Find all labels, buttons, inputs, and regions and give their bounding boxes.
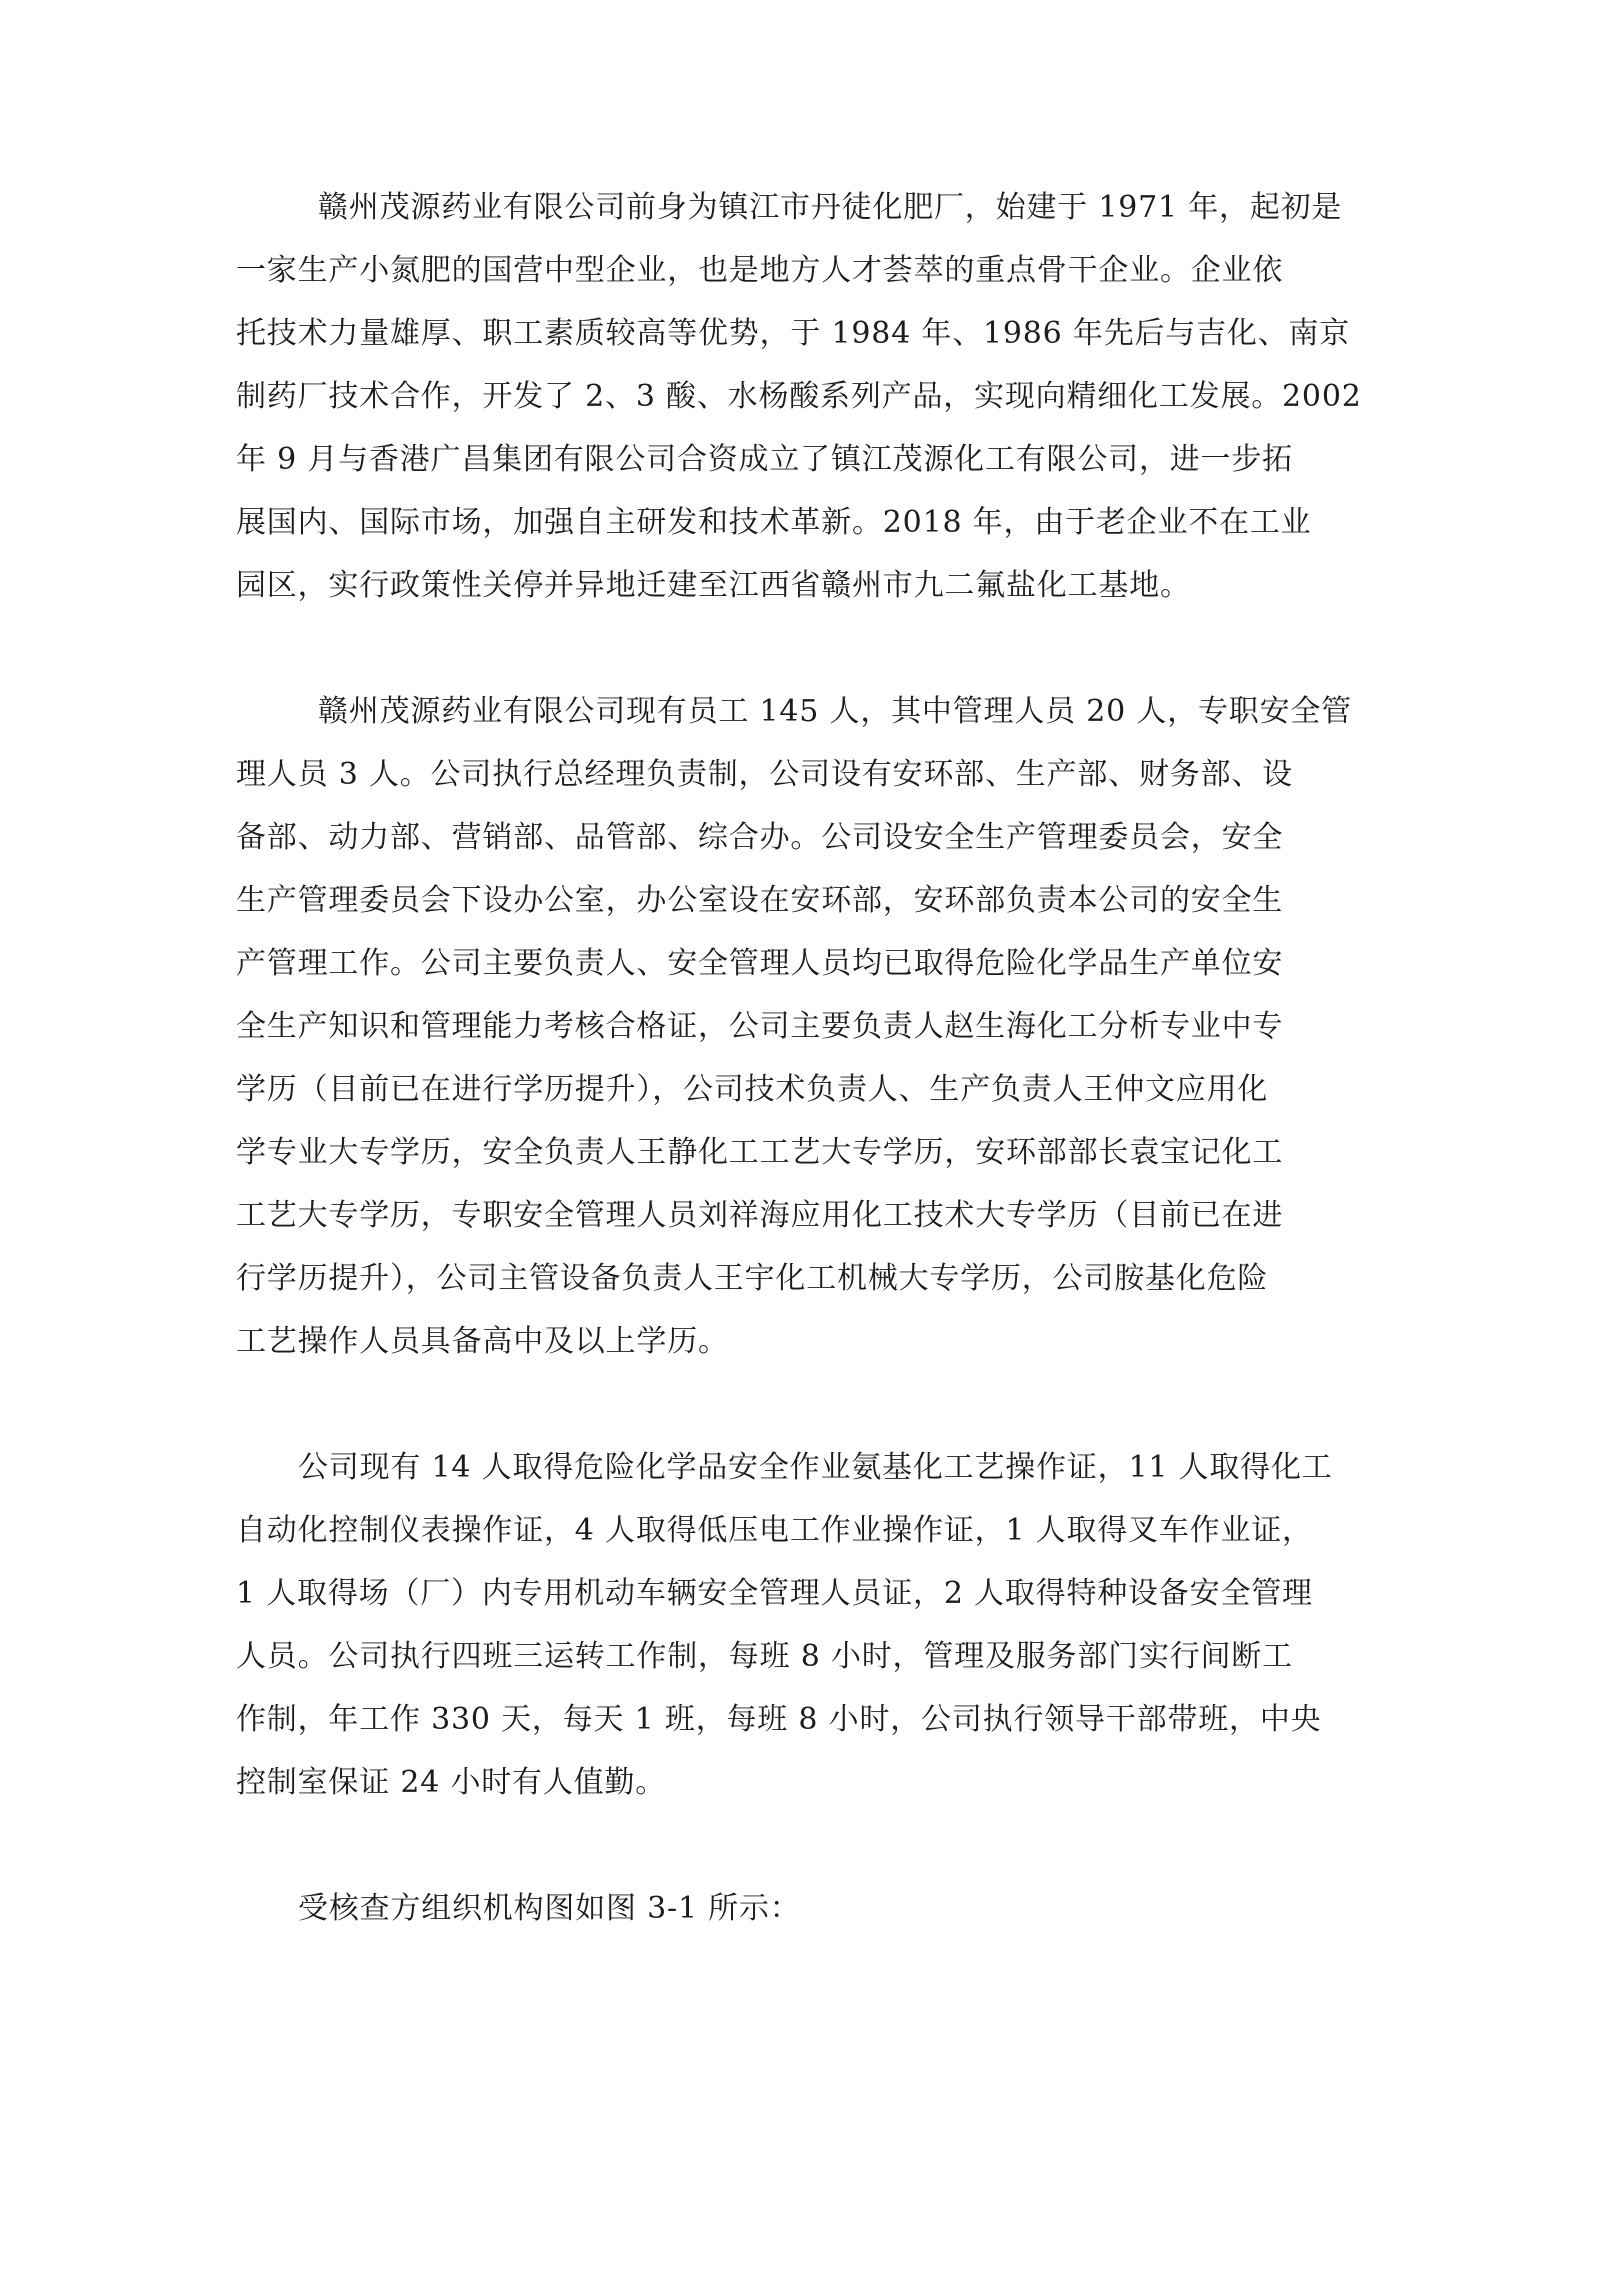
text-line: 制药厂技术合作，开发了 2、3 酸、水杨酸系列产品，实现向精细化工发展。2002 [236,379,1362,414]
text-line: 一家生产小氮肥的国营中型企业，也是地方人才荟萃的重点骨干企业。企业依 [236,253,1284,288]
text-line: 备部、动力部、营销部、品管部、综合办。公司设安全生产管理委员会，安全 [236,820,1284,855]
text-line: 行学历提升），公司主管设备负责人王宇化工机械大专学历，公司胺基化危险 [236,1261,1269,1296]
text-line: 赣州茂源药业有限公司前身为镇江市丹徒化肥厂，始建于 1971 年，起初是 [318,190,1343,225]
text-line: 自动化控制仪表操作证，4 人取得低压电工作业操作证，1 人取得叉车作业证， [236,1513,1313,1548]
text-line: 产管理工作。公司主要负责人、安全管理人员均已取得危险化学品生产单位安 [236,946,1284,981]
text-line: 全生产知识和管理能力考核合格证，公司主要负责人赵生海化工分析专业中专 [236,1009,1284,1044]
text-line: 学专业大专学历，安全负责人王静化工工艺大专学历，安环部部长袁宝记化工 [236,1135,1284,1170]
text-line: 受核查方组织机构图如图 3-1 所示： [298,1891,801,1926]
text-line: 工艺操作人员具备高中及以上学历。 [236,1324,729,1359]
text-line: 作制，年工作 330 天，每天 1 班，每班 8 小时，公司执行领导干部带班，中央 [236,1702,1322,1737]
text-line: 展国内、国际市场，加强自主研发和技术革新。2018 年，由于老企业不在工业 [236,505,1312,540]
text-line: 园区，实行政策性关停并异地迁建至江西省赣州市九二氟盐化工基地。 [236,568,1191,603]
text-line: 人员。公司执行四班三运转工作制，每班 8 小时，管理及服务部门实行间断工 [236,1639,1293,1674]
text-line: 生产管理委员会下设办公室，办公室设在安环部，安环部负责本公司的安全生 [236,883,1284,918]
text-line: 工艺大专学历，专职安全管理人员刘祥海应用化工技术大专学历（目前已在进 [236,1198,1284,1233]
text-line: 赣州茂源药业有限公司现有员工 145 人，其中管理人员 20 人，专职安全管 [318,694,1352,729]
text-line: 公司现有 14 人取得危险化学品安全作业氨基化工艺操作证，11 人取得化工 [298,1450,1333,1485]
text-line: 学历（目前已在进行学历提升），公司技术负责人、生产负责人王仲文应用化 [236,1072,1269,1107]
text-line: 1 人取得场（厂）内专用机动车辆安全管理人员证，2 人取得特种设备安全管理 [236,1576,1313,1611]
text-line: 托技术力量雄厚、职工素质较高等优势，于 1984 年、1986 年先后与吉化、南京 [236,316,1351,351]
text-line: 理人员 3 人。公司执行总经理负责制，公司设有安环部、生产部、财务部、设 [236,757,1293,792]
text-line: 控制室保证 24 小时有人值勤。 [236,1765,667,1800]
text-line: 年 9 月与香港广昌集团有限公司合资成立了镇江茂源化工有限公司，进一步拓 [236,442,1293,477]
